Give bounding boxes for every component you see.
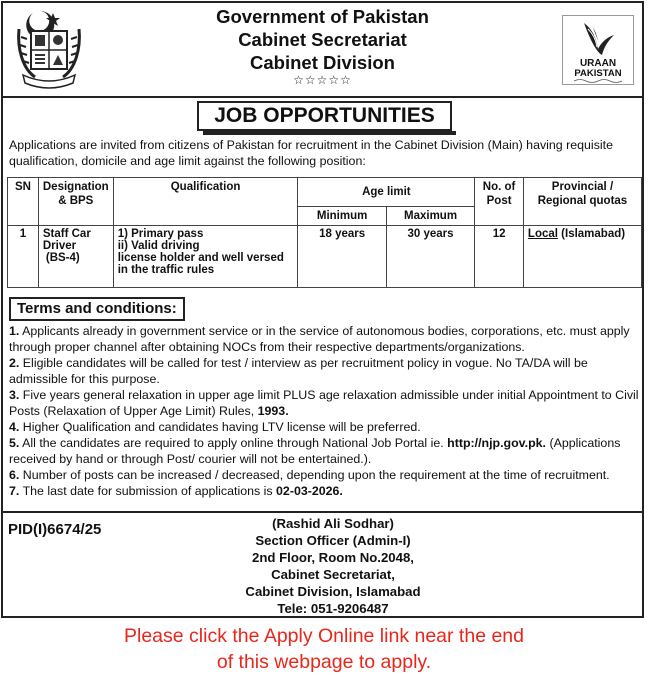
- apply-online-note: [0, 623, 648, 675]
- list-item: 6. Number of posts can be increased / decreased, depending upon the requirement at the time of recruitment.: [9, 468, 610, 482]
- terms-title: Terms and conditions:: [9, 297, 185, 321]
- uraan-logo-line1: URAAN: [579, 58, 617, 69]
- njp-portal-link: http://njp.gov.pk.: [447, 436, 547, 450]
- signatory-phone: Tele: 051-9206487: [277, 601, 389, 616]
- uraan-logo-line2: PAKISTAN: [574, 68, 622, 79]
- intro-paragraph: Applications are invited from citizens of Pakistan for recruitment in the Cabinet Division (Main) having requisite qualification, domicile and age limit against the following position:: [9, 138, 613, 168]
- header-titles: [3, 5, 642, 86]
- col-designation: Designation & BPS: [38, 178, 113, 226]
- signatory-office: Cabinet Secretariat,: [271, 567, 395, 582]
- row-posts: 12: [475, 226, 524, 288]
- ad-header: [3, 3, 642, 98]
- header-line-secretariat: Cabinet Secretariat: [238, 29, 407, 50]
- qualification-line-3: license holder and well versed in the traffic rules: [117, 252, 284, 276]
- header-line-government: Government of Pakistan: [216, 6, 429, 27]
- apply-note-line-2: of this webpage to apply.: [216, 651, 432, 673]
- header-stars: ☆☆☆☆☆: [293, 73, 352, 87]
- row-designation: [38, 226, 113, 288]
- designation-bps: (BS-4): [45, 252, 80, 264]
- signatory-division: Cabinet Division, Islamabad: [245, 584, 421, 599]
- col-qualification: Qualification: [113, 178, 298, 226]
- header-line-division: Cabinet Division: [250, 52, 395, 73]
- qualification-line-2: ii) Valid driving: [117, 240, 200, 252]
- pid-number: PID(I)6674/25: [8, 521, 102, 538]
- terms-list: [9, 323, 642, 499]
- positions-table: [7, 177, 642, 288]
- list-item: 3. Five years general relaxation in upper age limit PLUS age relaxation admissible under initial Appointment to Civil Posts (Relaxation of Upper Age Limit) Rules, 1993.: [9, 388, 639, 418]
- row-sn: 1: [8, 226, 39, 288]
- signatory-room: 2nd Floor, Room No.2048,: [252, 550, 414, 565]
- list-item: 1. Applicants already in government service or in the service of autonomous bodies, corporations, etc. must apply through proper channel after obtaining NOCs from their respective departments/organizations.: [9, 324, 630, 354]
- col-quotas: Provincial / Regional quotas: [523, 178, 641, 226]
- col-maximum: Maximum: [386, 207, 474, 226]
- signatory-name: (Rashid Ali Sodhar): [272, 516, 394, 531]
- signatory-block: [213, 515, 453, 617]
- table-row: [8, 226, 642, 288]
- row-maximum-age: 30 years: [386, 226, 474, 288]
- designation-name: Staff Car Driver: [42, 228, 91, 252]
- qualification-line-1: 1) Primary pass: [117, 228, 204, 240]
- col-minimum: Minimum: [298, 207, 386, 226]
- job-opportunities-title: JOB OPPORTUNITIES: [197, 101, 452, 131]
- ad-footer: [3, 511, 642, 618]
- quota-local: Local: [527, 228, 558, 240]
- uraan-pakistan-logo: [562, 15, 634, 85]
- col-posts: No. of Post: [475, 178, 524, 226]
- job-advertisement: [1, 1, 644, 618]
- row-qualification: [113, 226, 298, 288]
- row-minimum-age: 18 years: [298, 226, 386, 288]
- col-sn: SN: [8, 178, 39, 226]
- apply-note-line-1: Please click the Apply Online link near the end: [124, 625, 524, 647]
- list-item: 4. Higher Qualification and candidates having LTV license will be preferred.: [9, 420, 421, 434]
- list-item: 2. Eligible candidates will be called for test / interview as per recruitment policy in vogue. No TA/DA will be admissible for this purpose.: [9, 356, 588, 386]
- list-item: 5. All the candidates are required to apply online through National Job Portal ie. http://njp.gov.pk. (Applications received by hand or through Post/ courier will not be entertained.).: [9, 436, 621, 466]
- list-item: 7. The last date for submission of applications is 02-03-2026.: [9, 484, 343, 498]
- row-quota: [523, 226, 641, 288]
- col-age-limit: Age limit: [298, 178, 475, 207]
- signatory-designation: Section Officer (Admin-I): [255, 533, 411, 548]
- quota-place: (Islamabad): [561, 228, 626, 240]
